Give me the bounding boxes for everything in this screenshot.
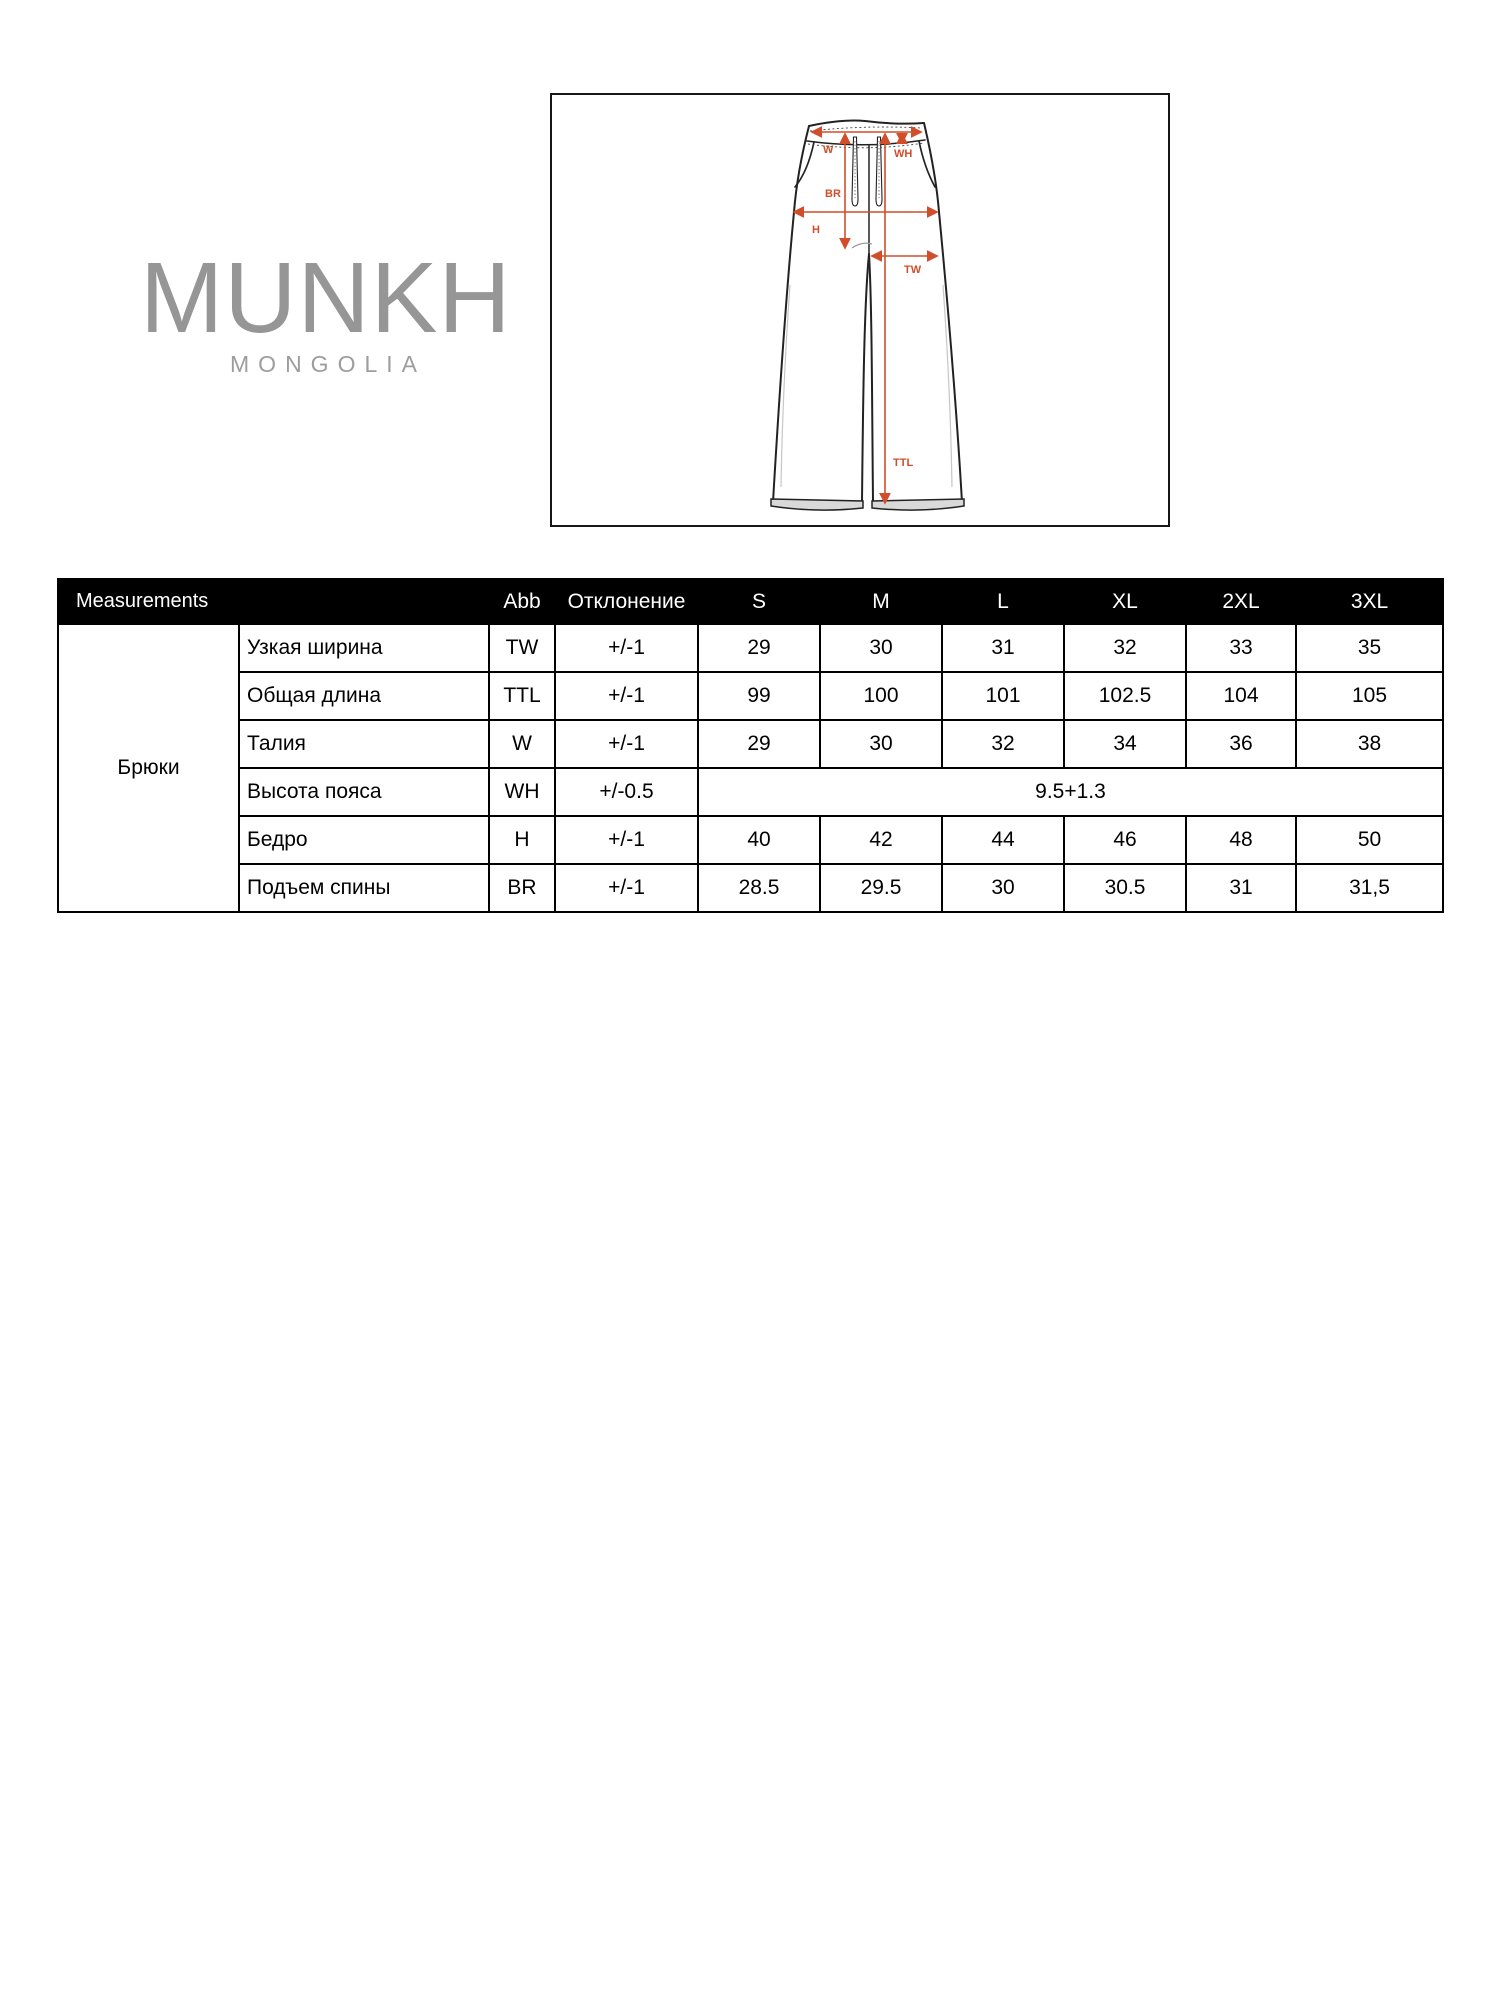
table-row — [58, 720, 1443, 768]
header-size-s: S — [698, 579, 820, 624]
label-hip: H — [812, 224, 820, 236]
row-label: Общая длина — [239, 672, 489, 720]
cell-value: 42 — [820, 816, 942, 864]
brand-name: MUNKH — [140, 242, 512, 354]
label-waistband-height: WH — [894, 148, 913, 160]
table-row — [58, 624, 1443, 672]
cell-value: 30.5 — [1064, 864, 1186, 912]
row-tolerance: +/-1 — [555, 864, 698, 912]
cell-value: 104 — [1186, 672, 1296, 720]
cell-value: 31 — [942, 624, 1064, 672]
label-back-rise: BR — [825, 188, 841, 200]
cell-value: 32 — [1064, 624, 1186, 672]
label-leg-width: TW — [904, 264, 922, 276]
label-total-length: TTL — [893, 457, 914, 469]
row-tolerance: +/-1 — [555, 672, 698, 720]
row-abb: BR — [489, 864, 555, 912]
cell-value: 31,5 — [1296, 864, 1443, 912]
cell-value: 30 — [820, 624, 942, 672]
row-label: Высота пояса — [239, 768, 489, 816]
row-label: Талия — [239, 720, 489, 768]
table-row — [58, 816, 1443, 864]
cell-value: 29 — [698, 624, 820, 672]
cell-value: 102.5 — [1064, 672, 1186, 720]
cell-merged-value: 9.5+1.3 — [698, 768, 1443, 816]
measurements-table — [57, 578, 1444, 913]
header-abb: Abb — [489, 579, 555, 624]
table-row — [58, 768, 1443, 816]
cell-value: 30 — [942, 864, 1064, 912]
cell-value: 30 — [820, 720, 942, 768]
row-label: Узкая ширина — [239, 624, 489, 672]
row-tolerance: +/-1 — [555, 624, 698, 672]
header-size-xl: XL — [1064, 579, 1186, 624]
cell-value: 46 — [1064, 816, 1186, 864]
pants-outline — [773, 121, 962, 502]
row-tolerance: +/-1 — [555, 720, 698, 768]
header-size-3xl: 3XL — [1296, 579, 1443, 624]
cell-value: 29 — [698, 720, 820, 768]
cell-value: 36 — [1186, 720, 1296, 768]
cell-value: 105 — [1296, 672, 1443, 720]
cell-value: 40 — [698, 816, 820, 864]
cell-value: 101 — [942, 672, 1064, 720]
pants-diagram-frame — [550, 93, 1170, 527]
hem-bands — [771, 499, 964, 510]
cell-value: 44 — [942, 816, 1064, 864]
brand-logo — [140, 242, 512, 377]
cell-value: 33 — [1186, 624, 1296, 672]
cell-value: 100 — [820, 672, 942, 720]
row-tolerance: +/-0.5 — [555, 768, 698, 816]
header-size-m: M — [820, 579, 942, 624]
cell-value: 34 — [1064, 720, 1186, 768]
group-label: Брюки — [58, 624, 239, 912]
table-header-row — [58, 579, 1443, 624]
cell-value: 35 — [1296, 624, 1443, 672]
row-label: Подъем спины — [239, 864, 489, 912]
header-size-l: L — [942, 579, 1064, 624]
cell-value: 99 — [698, 672, 820, 720]
brand-country: MONGOLIA — [230, 351, 426, 377]
cell-value: 32 — [942, 720, 1064, 768]
row-label: Бедро — [239, 816, 489, 864]
pants-diagram — [552, 95, 1168, 525]
row-abb: H — [489, 816, 555, 864]
header-size-2xl: 2XL — [1186, 579, 1296, 624]
row-abb: TW — [489, 624, 555, 672]
cell-value: 48 — [1186, 816, 1296, 864]
cell-value: 50 — [1296, 816, 1443, 864]
row-abb: WH — [489, 768, 555, 816]
cell-value: 38 — [1296, 720, 1443, 768]
cell-value: 28.5 — [698, 864, 820, 912]
cell-value: 31 — [1186, 864, 1296, 912]
row-abb: W — [489, 720, 555, 768]
table-row — [58, 672, 1443, 720]
header-measurements: Measurements — [58, 579, 489, 624]
header-tolerance: Отклонение — [555, 579, 698, 624]
cell-value: 29.5 — [820, 864, 942, 912]
row-tolerance: +/-1 — [555, 816, 698, 864]
row-abb: TTL — [489, 672, 555, 720]
label-waist: W — [823, 144, 834, 156]
table-row — [58, 864, 1443, 912]
